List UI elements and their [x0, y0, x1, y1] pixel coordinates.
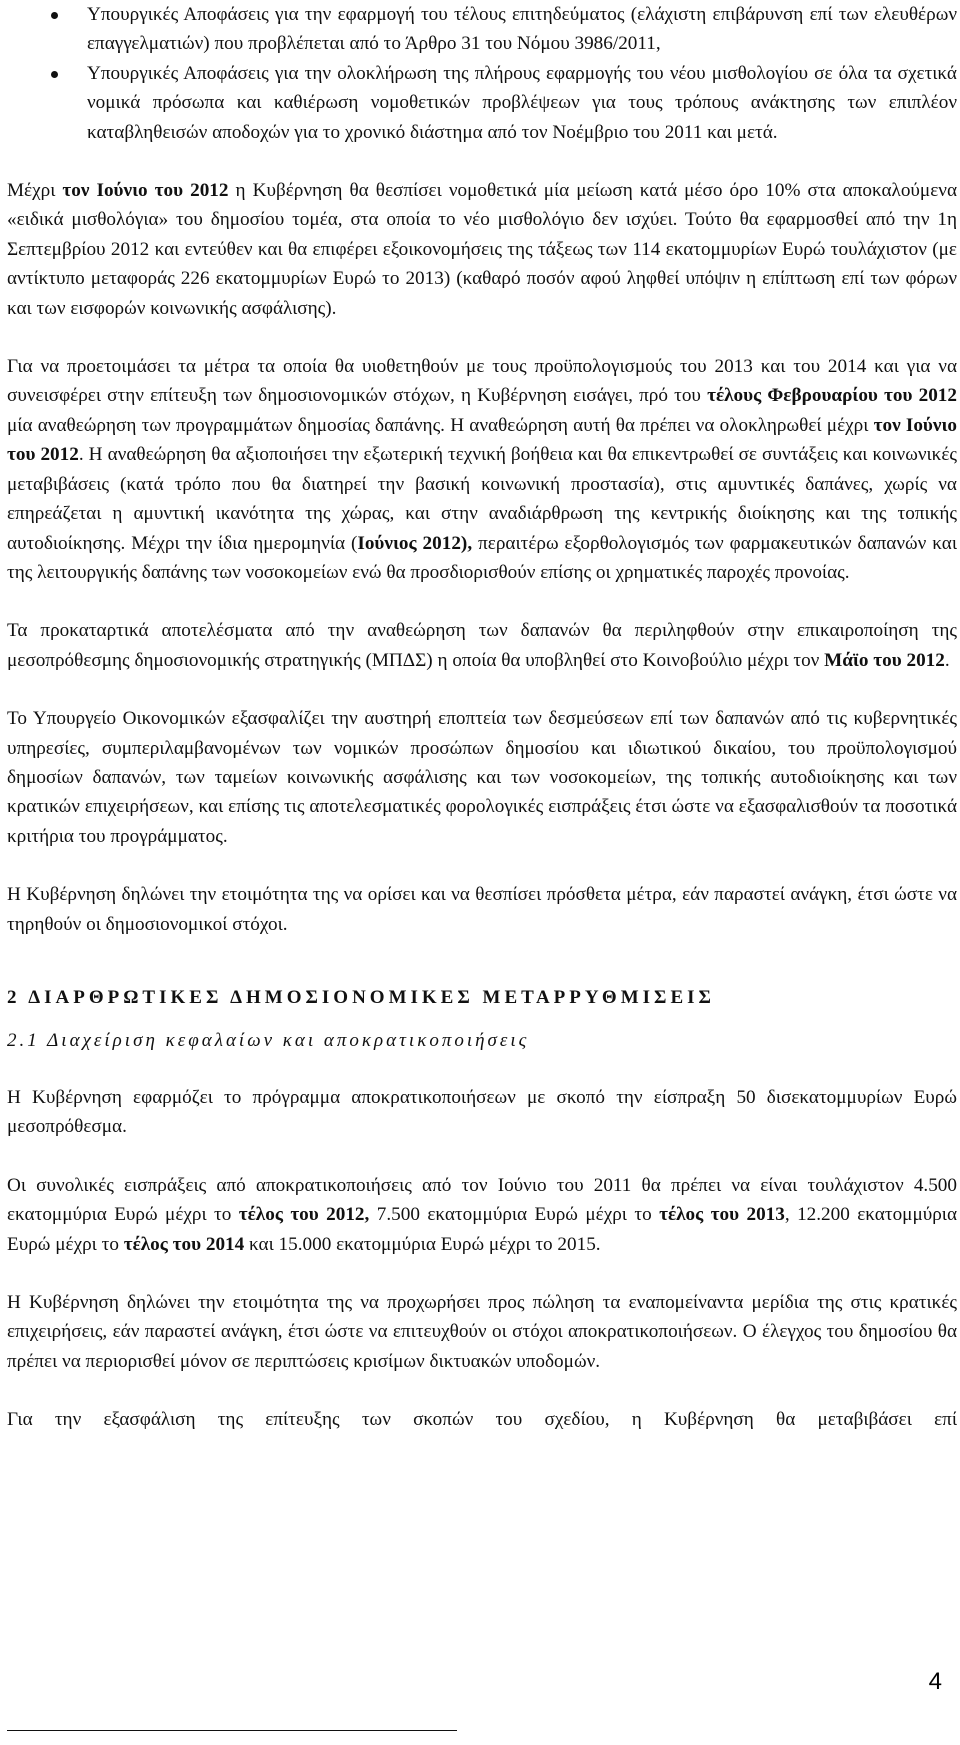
bold-date: τον Ιούνιο του 2012 — [62, 180, 229, 202]
page-number: 4 — [928, 1668, 942, 1695]
bold-date: Μάϊο του 2012 — [824, 649, 945, 671]
bullet-item — [7, 59, 957, 147]
document-page — [7, 0, 957, 1464]
subsection-heading: 2.1 Διαχείριση κεφαλαίων και αποκρατικοποιήσεις — [7, 1029, 530, 1051]
section-heading: 2 ΔΙΑΡΘΡΩΤΙΚΕΣ ΔΗΜΟΣΙΟΝΟΜΙΚΕΣ ΜΕΤΑΡΡΥΘΜΙΣΕΙΣ — [7, 986, 715, 1008]
bullet-item — [7, 0, 957, 59]
paragraph-privatization-program: Η Κυβέρνηση εφαρμόζει το πρόγραμμα αποκρατικοποιήσεων με σκοπό την είσπραξη 50 δισεκατομμυρίων Ευρώ μεσοπρόθεσμα. — [7, 1086, 957, 1138]
bold-date: Ιούνιος 2012), — [357, 532, 473, 554]
bold-date: τον Ιούνιο του 2012 — [7, 414, 958, 466]
paragraph-additional-measures: Η Κυβέρνηση δηλώνει την ετοιμότητα της να ορίσει και να θεσπίσει πρόσθετα μέτρα, εάν παραστεί ανάγκη, έτσι ώστε να τηρηθούν οι δημοσιονομικοί στόχοι. — [7, 884, 957, 935]
paragraph-privatization-targets: Οι συνολικές εισπράξεις από αποκρατικοποιήσεις από τον Ιούνιο του 2011 θα πρέπει να είναι τουλάχιστον 4.500 εκατομμύρια Ευρώ μέχρι το τέλος του 2012, 7.500 εκατομμύρια Ευρώ μέχρι το τέλος του 2013, 12.200 εκατομμύρια Ευρώ μέχρι το τέλος του 2014 και 15.000 εκατομμύρια Ευρώ μέχρι το 2015. — [7, 1174, 958, 1255]
bullet-dot-icon — [51, 71, 58, 78]
bold-date: τέλος του 2012, — [238, 1204, 370, 1226]
bold-date: τέλος του 2013 — [659, 1204, 785, 1226]
bullet-dot-icon — [51, 12, 58, 19]
bullet-list — [7, 0, 957, 147]
paragraph-state-shares: Η Κυβέρνηση δηλώνει την ετοιμότητα της να προχωρήσει προς πώληση τα εναπομείναντα μερίδια της στις κρατικές επιχειρήσεις, εάν παραστεί ανάγκη, έτσι ώστε να επιτευχθούν οι στόχοι αποκρατικοποιήσεων. Ο έλεγχος του δημοσίου θα πρέπει να περιορισθεί μόνον σε περιπτώσεις κρισίμων δικτυακών υποδομών. — [7, 1292, 957, 1372]
paragraph-special-salaries: Μέχρι τον Ιούνιο του 2012 η Κυβέρνηση θα θεσπίσει νομοθετικά μία μείωση κατά μέσο όρο 10% στα αποκαλούμενα «ειδικά μισθολόγια» του δημοσίου τομέα, στα οποία το νέο μισθολόγιο δεν ισχύει. Τούτο θα εφαρμοσθεί από την 1η Σεπτεμβρίου 2012 και εντεύθεν και θα επιφέρει εξοικονομήσεις της τάξεως των 114 εκατομμυρίων Ευρώ τουλάχιστον (με αντίκτυπο μεταφοράς 226 εκατομμυρίων Ευρώ το 2013) (καθαρό ποσόν αφού ληφθεί υπόψιν η επίπτωση επί των φόρων και των εισφορών κοινωνικής ασφάλισης). — [7, 180, 957, 319]
bold-date: τέλους Φεβρουαρίου του 2012 — [707, 385, 957, 407]
paragraph-spending-review: Για να προετοιμάσει τα μέτρα τα οποία θα υιοθετηθούν με τους προϋπολογισμούς του 2013 και του 2014 και για να συνεισφέρει στην επίτευξη των δημοσιονομικών στόχων, η Κυβέρνηση εισάγει, πρό του τέλους Φεβρουαρίου του 2012 μία αναθεώρηση των προγραμμάτων δημοσίας δαπάνης. Η αναθεώρηση αυτή θα πρέπει να ολοκληρωθεί μέχρι τον Ιούνιο του 2012. Η αναθεώρηση θα αξιοποιήσει την εξωτερική τεχνική βοήθεια και θα επικεντρωθεί σε συντάξεις και κοινωνικές μεταβιβάσεις (κατά τρόπο που θα διατηρεί την βασική κοινωνική προστασία), στις αμυντικές δαπάνες, χωρίς να επηρεάζεται η αμυντική ικανότητα της χώρας, και στην αναδιάρθρωση της κεντρικής διοίκησης και της τοπικής αυτοδιοίκησης. Μέχρι την ίδια ημερομηνία (Ιούνιος 2012), περαιτέρω εξορθολογισμός των φαρμακευτικών δαπανών και της λειτουργικής δαπάνης των νοσοκομείων ενώ θα προσδιορισθούν επίσης οι χρηματικές παροχές προνοίας. — [7, 356, 958, 583]
paragraph-plan-goals: Για την εξασφάλιση της επίτευξης των σκοπών του σχεδίου, η Κυβέρνηση θα μεταβιβάσει επί — [7, 1409, 957, 1431]
footnote-divider — [7, 1730, 457, 1731]
bullet-text: Υπουργικές Αποφάσεις για την ολοκλήρωση της πλήρους εφαρμογής του νέου μισθολογίου σε όλα τα σχετικά νομικά πρόσωπα και καθιέρωση νομοθετικών προβλέψεων για τους τρόπους ανάκτησης των επιπλέον καταβληθεισών αποδοχών για το χρονικό διάστημα από τον Νοέμβριο του 2011 και μετά. — [87, 62, 957, 143]
bullet-text: Υπουργικές Αποφάσεις για την εφαρμογή του τέλους επιτηδεύματος (ελάχιστη επιβάρυνση επί των ελευθέρων επαγγελματιών) που προβλέπεται από το Άρθρο 31 του Νόμου 3986/2011, — [87, 4, 957, 55]
paragraph-preliminary-results: Τα προκαταρτικά αποτελέσματα από την αναθεώρηση των δαπανών θα περιληφθούν στην επικαιροποίηση της μεσοπρόθεσμης δημοσιονομικής στρατηγικής (ΜΠΔΣ) η οποία θα υποβληθεί στο Κοινοβούλιο μέχρι τον Μάϊο του 2012. — [7, 620, 957, 671]
bold-date: τέλος του 2014 — [123, 1233, 245, 1255]
paragraph-ministry-supervision: Το Υπουργείο Οικονομικών εξασφαλίζει την αυστηρή εποπτεία των δεσμεύσεων επί των δαπανών από τις κυβερνητικές υπηρεσίες, συμπεριλαμβανομένων των νομικών προσώπων δημοσίου και ιδιωτικού δικαίου, του προϋπολογισμού δημοσίων δαπανών, των ταμείων κοινωνικής ασφάλισης και των νοσοκομείων, της τοπικής αυτοδιοίκησης και των κρατικών επιχειρήσεων, και επίσης τις αποτελεσματικές φορολογικές εισπράξεις έτσι ώστε να εξασφαλισθούν τα ποσοτικά κριτήρια του προγράμματος. — [7, 708, 957, 847]
